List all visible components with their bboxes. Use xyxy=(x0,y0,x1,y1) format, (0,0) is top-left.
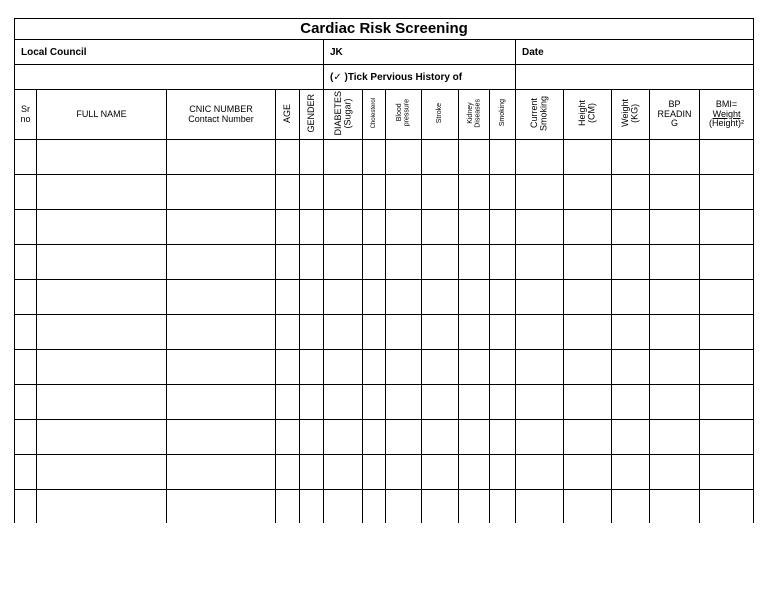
header-height: Height (CM) xyxy=(564,90,612,140)
entry-cell[interactable] xyxy=(650,175,700,210)
entry-cell[interactable] xyxy=(700,455,754,490)
entry-cell[interactable] xyxy=(386,385,422,420)
header-bp-reading: BP READIN G xyxy=(650,90,700,140)
jk-label: JK xyxy=(330,46,343,58)
entry-cell[interactable] xyxy=(324,140,363,175)
entry-cell[interactable] xyxy=(700,280,754,315)
entry-cell[interactable] xyxy=(422,175,459,210)
entry-cell[interactable] xyxy=(300,350,324,385)
blank-cell xyxy=(516,65,754,90)
header-sr-no: Sr no xyxy=(15,90,37,140)
entry-cell[interactable] xyxy=(422,490,459,524)
entry-cell[interactable] xyxy=(459,280,490,315)
entry-cell[interactable] xyxy=(386,210,422,245)
entry-cell[interactable] xyxy=(15,455,37,490)
entry-cell[interactable] xyxy=(37,420,167,455)
entry-cell[interactable] xyxy=(276,455,300,490)
entry-cell[interactable] xyxy=(700,175,754,210)
entry-cell[interactable] xyxy=(422,420,459,455)
entry-cell[interactable] xyxy=(516,420,564,455)
entry-cell[interactable] xyxy=(490,420,516,455)
table-row xyxy=(15,210,754,245)
entry-cell[interactable] xyxy=(300,490,324,524)
entry-cell[interactable] xyxy=(15,280,37,315)
entry-cell[interactable] xyxy=(650,315,700,350)
entry-cell[interactable] xyxy=(516,280,564,315)
entry-cell[interactable] xyxy=(363,385,386,420)
entry-cell[interactable] xyxy=(422,210,459,245)
entry-cell[interactable] xyxy=(650,455,700,490)
entry-cell[interactable] xyxy=(363,175,386,210)
date-label: Date xyxy=(522,46,544,58)
entry-cell[interactable] xyxy=(490,245,516,280)
entry-cell[interactable] xyxy=(37,140,167,175)
entry-cell[interactable] xyxy=(363,245,386,280)
entry-cell[interactable] xyxy=(363,420,386,455)
entry-cell[interactable] xyxy=(37,490,167,524)
entry-cell[interactable] xyxy=(612,245,650,280)
entry-cell[interactable] xyxy=(276,350,300,385)
entry-cell[interactable] xyxy=(700,210,754,245)
entry-cell[interactable] xyxy=(516,175,564,210)
entry-cell[interactable] xyxy=(490,490,516,524)
entry-cell[interactable] xyxy=(363,140,386,175)
entry-cell[interactable] xyxy=(516,490,564,524)
entry-cell[interactable] xyxy=(386,315,422,350)
entry-cell[interactable] xyxy=(167,420,276,455)
entry-cell[interactable] xyxy=(324,175,363,210)
header-current-smoking: Current Smoking xyxy=(516,90,564,140)
entry-cell[interactable] xyxy=(363,210,386,245)
entry-cell[interactable] xyxy=(650,140,700,175)
entry-cell[interactable] xyxy=(37,315,167,350)
entry-cell[interactable] xyxy=(564,350,612,385)
entry-cell[interactable] xyxy=(37,175,167,210)
entry-cell[interactable] xyxy=(459,350,490,385)
entry-cell[interactable] xyxy=(167,490,276,524)
entry-cell[interactable] xyxy=(363,490,386,524)
entry-cell[interactable] xyxy=(324,210,363,245)
form-title: Cardiac Risk Screening xyxy=(15,19,754,40)
entry-cell[interactable] xyxy=(564,385,612,420)
entry-cell[interactable] xyxy=(276,385,300,420)
entry-cell[interactable] xyxy=(459,315,490,350)
entry-cell[interactable] xyxy=(564,175,612,210)
header-diabetes: DIABETES (Sugar) xyxy=(324,90,363,140)
table-row xyxy=(15,245,754,280)
table-row xyxy=(15,350,754,385)
entry-cell[interactable] xyxy=(324,385,363,420)
entry-cell[interactable] xyxy=(15,210,37,245)
entry-cell[interactable] xyxy=(564,455,612,490)
entry-cell[interactable] xyxy=(612,140,650,175)
entry-cell[interactable] xyxy=(459,420,490,455)
entry-cell[interactable] xyxy=(459,140,490,175)
entry-cell[interactable] xyxy=(324,455,363,490)
entry-cell[interactable] xyxy=(700,350,754,385)
column-header-row xyxy=(15,90,754,140)
entry-cell[interactable] xyxy=(167,280,276,315)
entry-cell[interactable] xyxy=(490,175,516,210)
entry-cell[interactable] xyxy=(700,140,754,175)
entry-cell[interactable] xyxy=(300,315,324,350)
entry-cell[interactable] xyxy=(167,175,276,210)
entry-cell[interactable] xyxy=(300,175,324,210)
entry-cell[interactable] xyxy=(37,280,167,315)
entry-cell[interactable] xyxy=(37,245,167,280)
entry-cell[interactable] xyxy=(300,280,324,315)
entry-cell[interactable] xyxy=(490,210,516,245)
entry-cell[interactable] xyxy=(422,280,459,315)
entry-cell[interactable] xyxy=(564,210,612,245)
entry-cell[interactable] xyxy=(700,420,754,455)
entry-cell[interactable] xyxy=(516,385,564,420)
entry-cell[interactable] xyxy=(386,245,422,280)
entry-cell[interactable] xyxy=(612,175,650,210)
entry-cell[interactable] xyxy=(300,140,324,175)
entry-cell[interactable] xyxy=(15,245,37,280)
table-row xyxy=(15,455,754,490)
entry-cell[interactable] xyxy=(564,280,612,315)
entry-cell[interactable] xyxy=(422,315,459,350)
entry-cell[interactable] xyxy=(490,315,516,350)
entry-cell[interactable] xyxy=(15,350,37,385)
header-kidney: Kidney Diseases xyxy=(459,90,490,140)
entry-cell[interactable] xyxy=(459,210,490,245)
entry-cell[interactable] xyxy=(650,490,700,524)
entry-cell[interactable] xyxy=(15,315,37,350)
entry-cell[interactable] xyxy=(516,245,564,280)
entry-cell[interactable] xyxy=(490,140,516,175)
entry-cell[interactable] xyxy=(300,455,324,490)
entry-cell[interactable] xyxy=(276,420,300,455)
entry-cell[interactable] xyxy=(490,350,516,385)
entry-cell[interactable] xyxy=(516,350,564,385)
entry-cell[interactable] xyxy=(564,140,612,175)
table-row xyxy=(15,420,754,455)
local-council-label: Local Council xyxy=(21,46,87,58)
header-cholesterol: Cholesterol xyxy=(363,90,386,140)
entry-cell[interactable] xyxy=(324,420,363,455)
entry-cell[interactable] xyxy=(516,140,564,175)
entry-cell[interactable] xyxy=(612,315,650,350)
entry-cell[interactable] xyxy=(386,455,422,490)
entry-cell[interactable] xyxy=(276,490,300,524)
entry-cell[interactable] xyxy=(459,385,490,420)
entry-cell[interactable] xyxy=(276,280,300,315)
entry-cell[interactable] xyxy=(276,245,300,280)
entry-cell[interactable] xyxy=(422,245,459,280)
entry-cell[interactable] xyxy=(516,210,564,245)
entry-cell[interactable] xyxy=(324,350,363,385)
entry-cell[interactable] xyxy=(276,175,300,210)
entry-cell[interactable] xyxy=(490,385,516,420)
entry-cell[interactable] xyxy=(276,210,300,245)
entry-cell[interactable] xyxy=(612,490,650,524)
entry-cell[interactable] xyxy=(15,175,37,210)
entry-cell[interactable] xyxy=(650,420,700,455)
entry-cell[interactable] xyxy=(516,315,564,350)
entry-cell[interactable] xyxy=(422,455,459,490)
entry-cell[interactable] xyxy=(490,280,516,315)
entry-cell[interactable] xyxy=(459,245,490,280)
entry-cell[interactable] xyxy=(422,350,459,385)
entry-cell[interactable] xyxy=(15,140,37,175)
entry-cell[interactable] xyxy=(386,350,422,385)
table-row xyxy=(15,315,754,350)
header-smoking: Smoking xyxy=(490,90,516,140)
entry-cell[interactable] xyxy=(700,490,754,524)
entry-cell[interactable] xyxy=(564,490,612,524)
entry-cell[interactable] xyxy=(15,420,37,455)
entry-cell[interactable] xyxy=(324,245,363,280)
entry-cell[interactable] xyxy=(363,455,386,490)
entry-cell[interactable] xyxy=(167,315,276,350)
entry-cell[interactable] xyxy=(564,245,612,280)
entry-cell[interactable] xyxy=(700,315,754,350)
entry-cell[interactable] xyxy=(300,385,324,420)
entry-cell[interactable] xyxy=(490,455,516,490)
header-cnic: CNIC NUMBER Contact Number xyxy=(167,90,276,140)
jk-field[interactable] xyxy=(324,40,516,65)
entry-cell[interactable] xyxy=(459,175,490,210)
entry-cell[interactable] xyxy=(700,245,754,280)
entry-cell[interactable] xyxy=(422,385,459,420)
entry-cell[interactable] xyxy=(37,210,167,245)
entry-cell[interactable] xyxy=(167,140,276,175)
entry-cell[interactable] xyxy=(516,455,564,490)
entry-cell[interactable] xyxy=(363,350,386,385)
entry-cell[interactable] xyxy=(300,210,324,245)
entry-cell[interactable] xyxy=(363,280,386,315)
entry-cell[interactable] xyxy=(324,315,363,350)
entry-cell[interactable] xyxy=(324,490,363,524)
entry-cell[interactable] xyxy=(167,455,276,490)
header-weight: Weight (KG) xyxy=(612,90,650,140)
entry-cell[interactable] xyxy=(300,420,324,455)
entry-cell[interactable] xyxy=(276,315,300,350)
entry-cell[interactable] xyxy=(700,385,754,420)
entry-cell[interactable] xyxy=(650,210,700,245)
local-council-field[interactable] xyxy=(15,40,324,65)
entry-cell[interactable] xyxy=(167,245,276,280)
entry-cell[interactable] xyxy=(612,385,650,420)
entry-cell[interactable] xyxy=(276,140,300,175)
blank-cell xyxy=(15,65,324,90)
entry-cell[interactable] xyxy=(459,490,490,524)
table-row xyxy=(15,140,754,175)
header-bmi: BMI= Weight (Height)² xyxy=(700,90,754,140)
entry-cell[interactable] xyxy=(612,420,650,455)
entry-cell[interactable] xyxy=(37,350,167,385)
table-row xyxy=(15,280,754,315)
entry-cell[interactable] xyxy=(650,385,700,420)
header-blood-pressure: Blood pressure xyxy=(386,90,422,140)
entry-cell[interactable] xyxy=(564,315,612,350)
entry-cell[interactable] xyxy=(650,280,700,315)
entry-cell[interactable] xyxy=(650,245,700,280)
entry-cell[interactable] xyxy=(612,455,650,490)
header-age: AGE xyxy=(276,90,300,140)
table-row xyxy=(15,175,754,210)
screening-form xyxy=(14,18,754,523)
entry-cell[interactable] xyxy=(300,245,324,280)
table-row xyxy=(15,385,754,420)
entry-cell[interactable] xyxy=(363,315,386,350)
entry-cell[interactable] xyxy=(15,490,37,524)
entry-cell[interactable] xyxy=(15,385,37,420)
entry-cell[interactable] xyxy=(167,210,276,245)
entry-cell[interactable] xyxy=(386,420,422,455)
entry-cell[interactable] xyxy=(612,280,650,315)
data-rows xyxy=(15,140,754,524)
entry-cell[interactable] xyxy=(564,420,612,455)
header-gender: GENDER xyxy=(300,90,324,140)
header-stroke: Stroke xyxy=(422,90,459,140)
entry-cell[interactable] xyxy=(386,140,422,175)
entry-cell[interactable] xyxy=(650,350,700,385)
entry-cell[interactable] xyxy=(612,350,650,385)
table-row xyxy=(15,490,754,524)
entry-cell[interactable] xyxy=(612,210,650,245)
entry-cell[interactable] xyxy=(422,140,459,175)
entry-cell[interactable] xyxy=(459,455,490,490)
entry-cell[interactable] xyxy=(167,385,276,420)
entry-cell[interactable] xyxy=(167,350,276,385)
entry-cell[interactable] xyxy=(37,455,167,490)
date-field[interactable] xyxy=(516,40,754,65)
entry-cell[interactable] xyxy=(386,280,422,315)
tick-history-label: (✓ )Tick Pervious History of xyxy=(324,65,516,90)
entry-cell[interactable] xyxy=(386,490,422,524)
entry-cell[interactable] xyxy=(324,280,363,315)
header-full-name: FULL NAME xyxy=(37,90,167,140)
entry-cell[interactable] xyxy=(37,385,167,420)
entry-cell[interactable] xyxy=(386,175,422,210)
